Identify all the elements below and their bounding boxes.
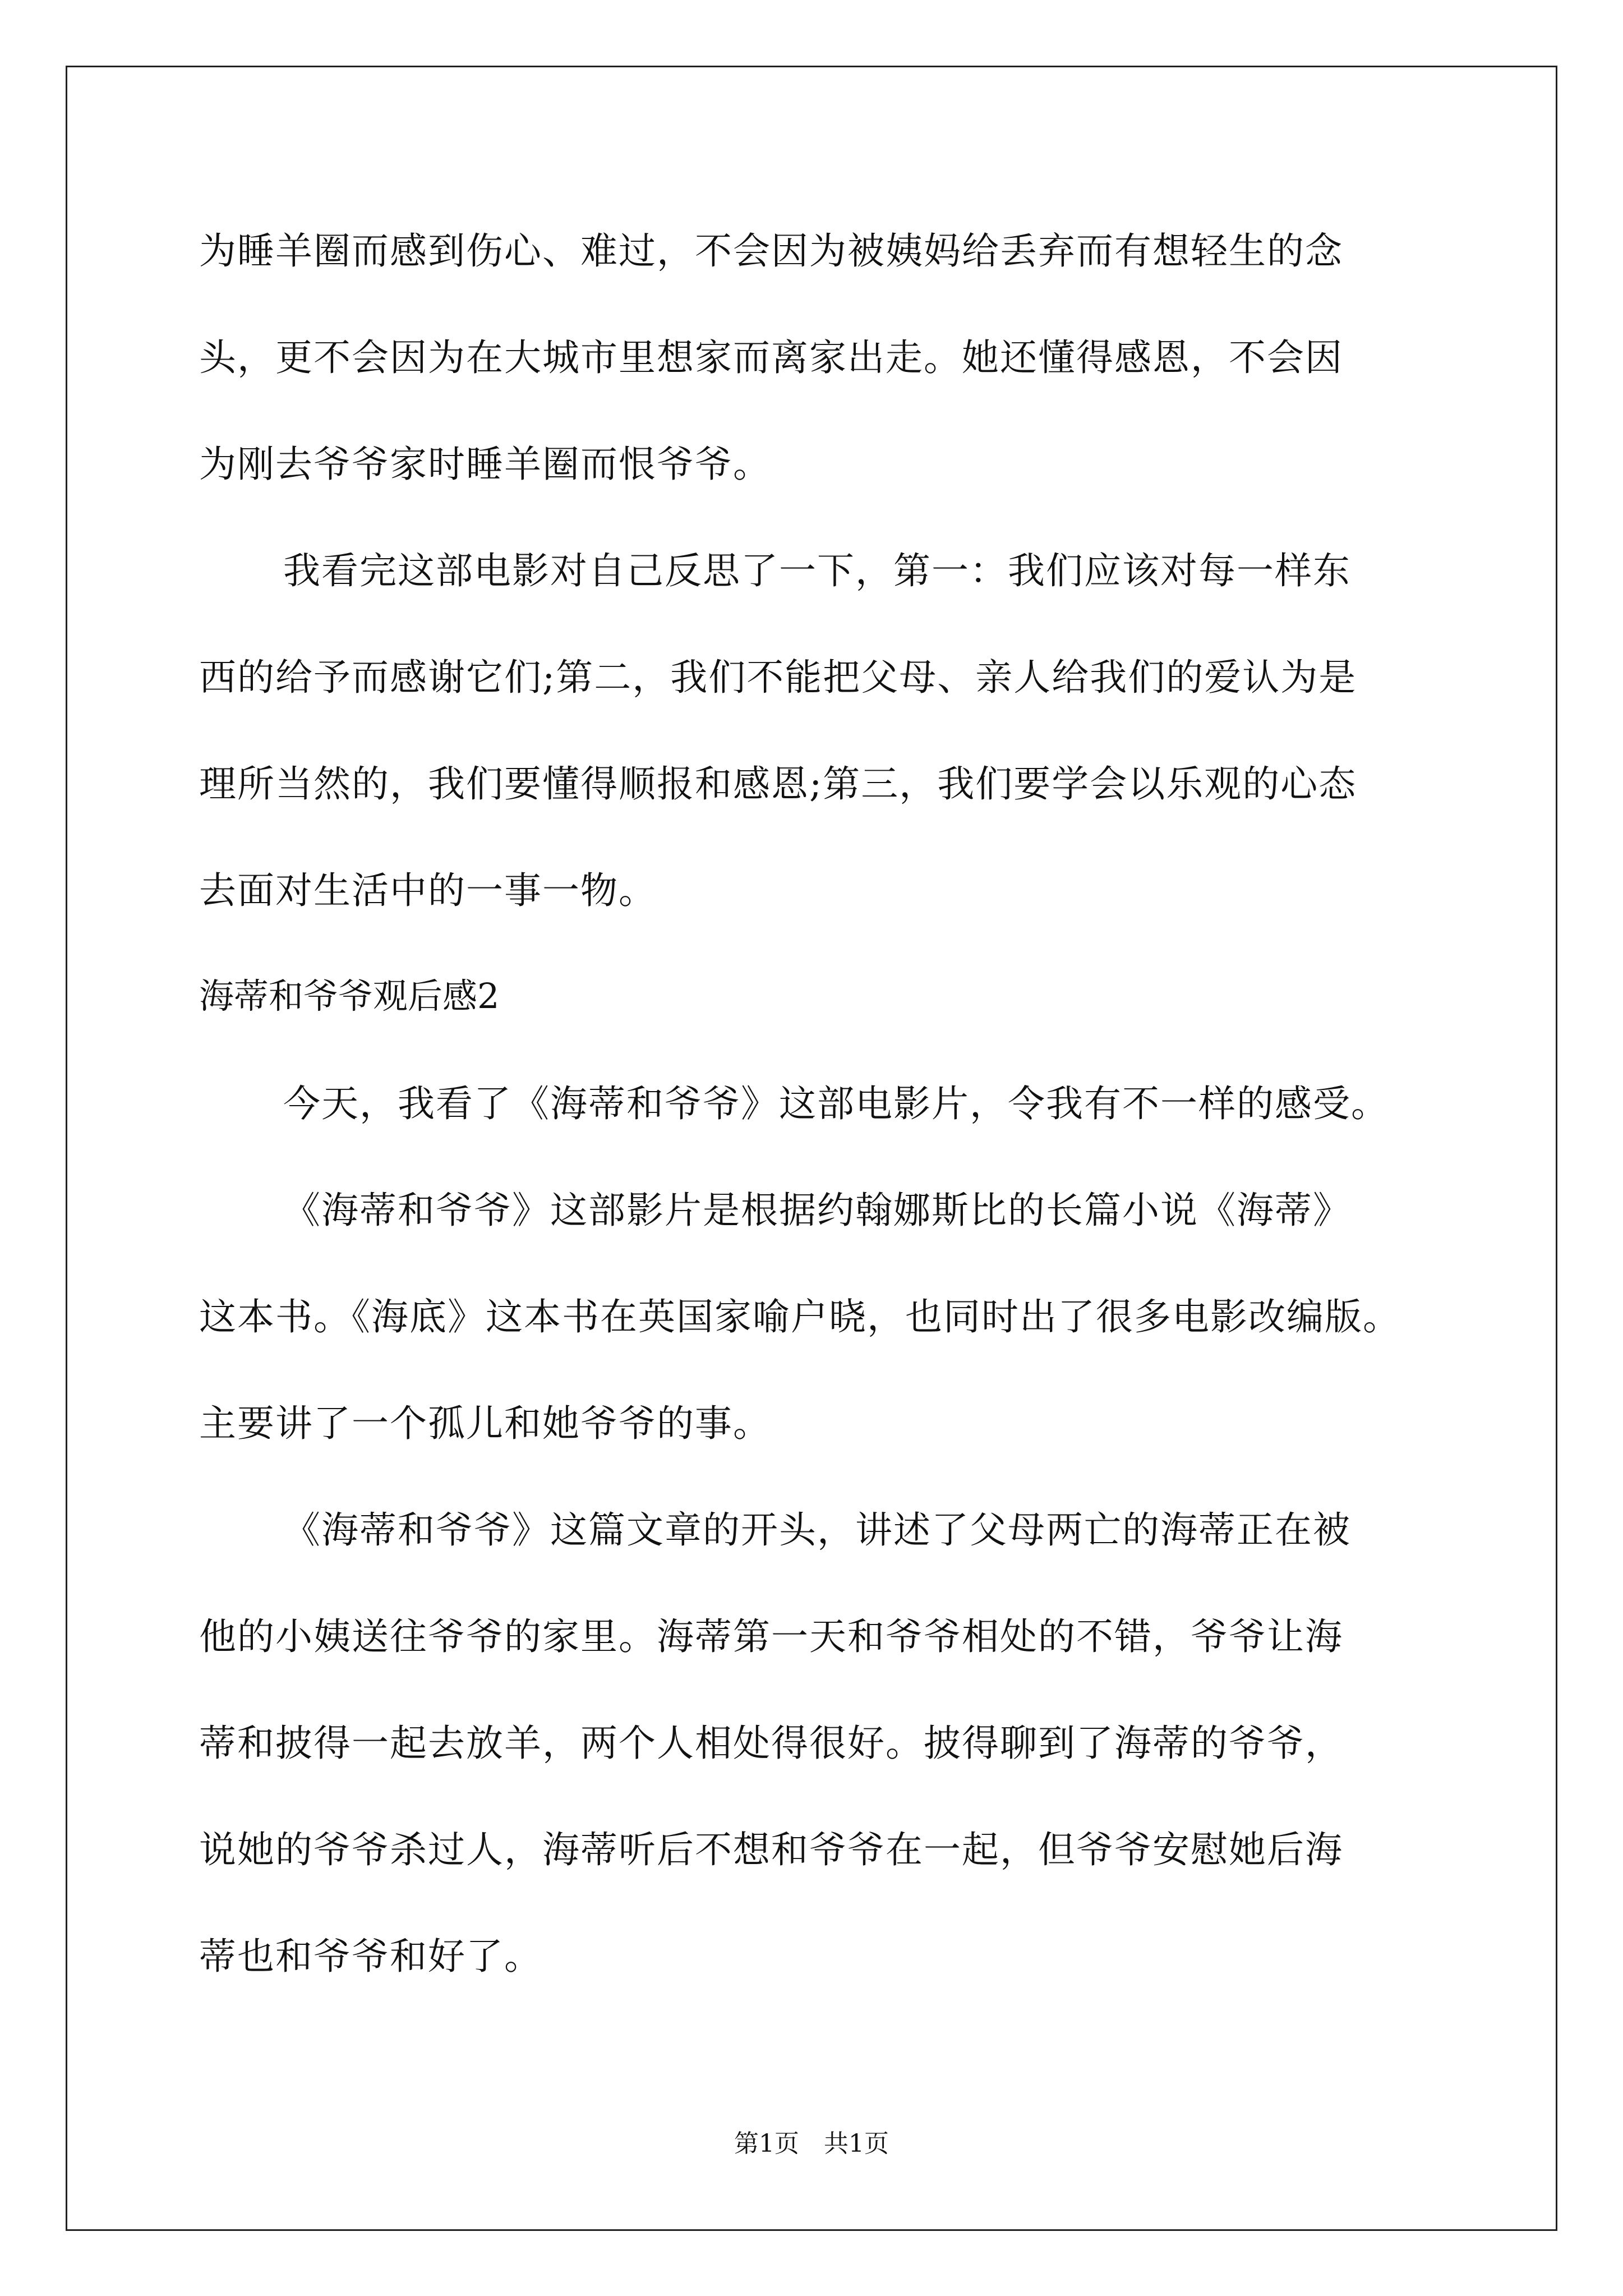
paragraph4-line-2: 这本书。《海底》这本书在英国家喻户晓，也同时出了很多电影改编版。 bbox=[199, 1295, 1401, 1338]
page-border bbox=[66, 66, 1557, 2231]
paragraph3-line-1: 今天，我看了《海蒂和爷爷》这部电影片，令我有不一样的感受。 bbox=[283, 1082, 1389, 1125]
paragraph2-line-2: 西的给予而感谢它们;第二，我们不能把父母、亲人给我们的爱认为是 bbox=[199, 656, 1357, 699]
paragraph5-line-1: 《海蒂和爷爷》这篇文章的开头，讲述了父母两亡的海蒂正在被 bbox=[283, 1508, 1351, 1552]
paragraph5-line-5: 蒂也和爷爷和好了。 bbox=[199, 1935, 542, 1978]
paragraph5-line-4: 说她的爷爷杀过人，海蒂听后不想和爷爷在一起，但爷爷安慰她后海 bbox=[199, 1828, 1343, 1871]
paragraph5-line-2: 他的小姨送往爷爷的家里。海蒂第一天和爷爷相处的不错，爷爷让海 bbox=[199, 1615, 1343, 1658]
paragraph1-line-2: 头，更不会因为在大城市里想家而离家出走。她还懂得感恩，不会因 bbox=[199, 336, 1343, 379]
paragraph1-line-3: 为刚去爷爷家时睡羊圈而恨爷爷。 bbox=[199, 443, 771, 486]
paragraph4-line-3: 主要讲了一个孤儿和她爷爷的事。 bbox=[199, 1402, 771, 1445]
paragraph2-line-1: 我看完这部电影对自己反思了一下，第一：我们应该对每一样东 bbox=[283, 549, 1351, 592]
paragraph4-line-1: 《海蒂和爷爷》这部影片是根据约翰娜斯比的长篇小说《海蒂》 bbox=[283, 1189, 1351, 1232]
paragraph2-line-3: 理所当然的，我们要懂得顺报和感恩;第三，我们要学会以乐观的心态 bbox=[199, 762, 1357, 806]
paragraph1-line-1: 为睡羊圈而感到伤心、难过，不会因为被姨妈给丢弃而有想轻生的念 bbox=[199, 229, 1343, 273]
page-footer: 第1页 共1页 bbox=[734, 2129, 889, 2158]
paragraph5-line-3: 蒂和披得一起去放羊，两个人相处得很好。披得聊到了海蒂的爷爷， bbox=[199, 1722, 1343, 1765]
paragraph2-line-4: 去面对生活中的一事一物。 bbox=[199, 869, 657, 912]
section-heading: 海蒂和爷爷观后感2 bbox=[199, 976, 500, 1016]
